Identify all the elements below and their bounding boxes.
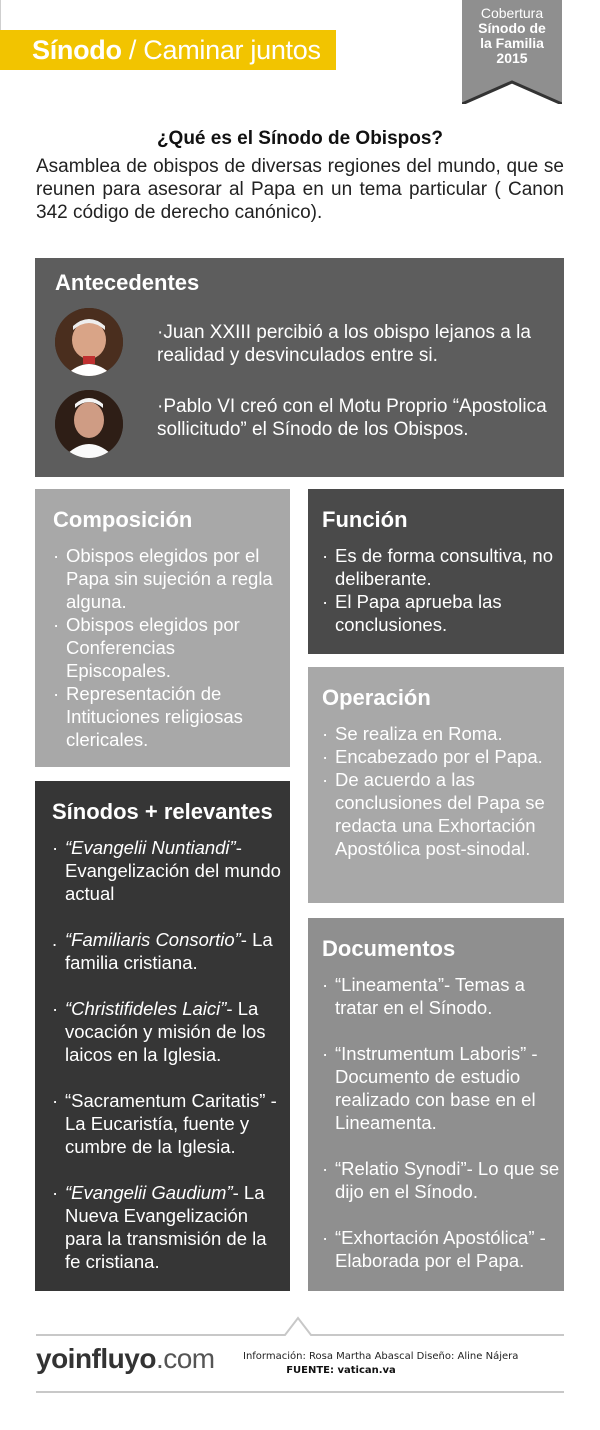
documentos-box (308, 918, 564, 1291)
list-item: · “Evangelii Gaudium”- La Nueva Evangelización para la transmisión de la fe cristiana. (52, 1182, 267, 1272)
list-item: · “Sacramentum Caritatis” - La Eucaristía, fuente y cumbre de la Iglesia. (52, 1090, 277, 1157)
funcion-title: Función (322, 507, 408, 532)
list-item: · Representación de Intituciones religiosas clericales. (53, 683, 243, 750)
yoinfluyo-logo[interactable]: yoinfluyo.com (36, 1343, 215, 1374)
antecedentes-title: Antecedentes (55, 270, 200, 295)
list-item: · “Christifideles Laici”- La vocación y misión de los laicos en la Iglesia. (52, 998, 266, 1065)
list-item: · Es de forma consultiva, no deliberante. (322, 545, 553, 589)
list-item: · De acuerdo a las conclusiones del Papa se redacta una Exhortación Apostólica post-sinodal. (322, 769, 545, 859)
source-text: FUENTE: vatican.va (286, 1365, 396, 1376)
list-item: · “Evangelii Nuntiandi”- Evangelización del mundo actual (52, 837, 281, 904)
section-question: ¿Qué es el Sínodo de Obispos? (156, 128, 444, 149)
list-item: . “Familiaris Consortio”- La familia cristiana. (52, 929, 273, 973)
sinodos-box (35, 781, 290, 1291)
antecedentes-items (35, 258, 564, 477)
list-item: ·Pablo VI creó con el Motu Proprio “Apostolica sollicitudo” el Sínodo de los Obispos. (157, 396, 547, 440)
list-item: · “Relatio Synodi”- Lo que se dijo en el Sínodo. (322, 1158, 560, 1202)
operacion-box (308, 667, 564, 903)
list-item: · “Exhortación Apostólica” - Elaborada por el Papa. (322, 1227, 546, 1271)
operacion-title: Operación (322, 685, 431, 710)
coverage-label: Cobertura Sínodo de la Familia 2015 (478, 5, 546, 66)
list-item: · Encabezado por el Papa. (322, 746, 543, 767)
composicion-box (35, 489, 290, 767)
list-item: · Se realiza en Roma. (322, 723, 503, 744)
list-item: · “Lineamenta”- Temas a tratar en el Sínodo. (322, 974, 525, 1018)
list-item: ·Juan XXIII percibió a los obispo lejanos a la realidad y desvinculados entre si. (157, 322, 531, 366)
list-item: · Obispos elegidos por Conferencias Episcopales. (53, 614, 240, 681)
credits-text: Información: Rosa Martha Abascal Diseño: Aline Nájera (243, 1351, 519, 1362)
list-item: · Obispos elegidos por el Papa sin sujeción a regla alguna. (53, 545, 273, 612)
list-item: · El Papa aprueba las conclusiones. (322, 591, 502, 635)
list-item: · “Instrumentum Laboris” -Documento de estudio realizado con base en el Lineamenta. (322, 1043, 538, 1133)
funcion-box (308, 489, 564, 654)
sinodos-title: Sínodos + relevantes (52, 799, 273, 824)
documentos-title: Documentos (322, 936, 456, 961)
composicion-title: Composición (53, 507, 193, 532)
top-left-rule (0, 0, 1, 30)
intro-paragraph: Asamblea de obispos de diversas regiones del mundo, que se reunen para asesorar al Papa en un tema particular ( Canon 342 código de derecho canónico). (36, 156, 564, 223)
page-title: Sínodo / Caminar juntos (32, 35, 321, 65)
